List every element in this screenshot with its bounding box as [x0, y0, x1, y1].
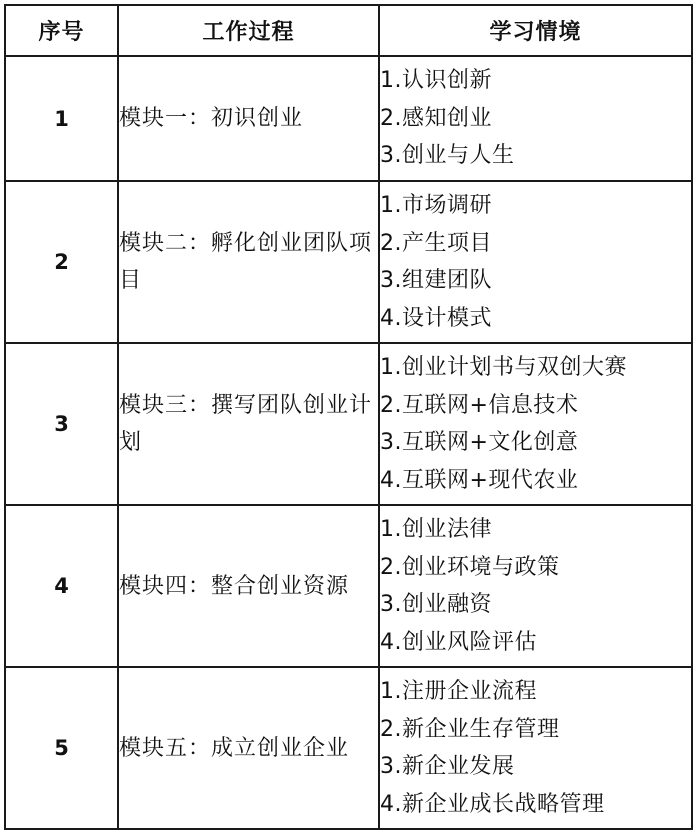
situation-item: 4.新企业成长战略管理: [380, 791, 605, 817]
situation-list: [380, 511, 691, 661]
situation-item: 4.互联网+现代农业: [380, 467, 579, 493]
table-header-row: [5, 5, 692, 56]
header-number: 序号: [5, 5, 118, 56]
work-process: 模块一：初识创业: [118, 56, 379, 181]
learning-situations: [379, 505, 692, 667]
situation-item: 2.感知创业: [380, 105, 492, 131]
row-number: 5: [5, 667, 118, 829]
work-process: 模块四：整合创业资源: [118, 505, 379, 667]
learning-situations: [379, 667, 692, 829]
row-number: 3: [5, 343, 118, 505]
situation-item: 4.创业风险评估: [380, 629, 537, 655]
situation-item: 3.新企业发展: [380, 754, 515, 779]
table-row: [5, 505, 692, 667]
situation-item: 2.互联网+信息技术: [380, 392, 579, 418]
learning-situations: [379, 343, 692, 505]
situation-item: 2.产生项目: [380, 230, 492, 256]
situation-item: 2.创业环境与政策: [380, 554, 560, 580]
situation-item: 1.认识创新: [380, 68, 492, 94]
work-process: 模块五：成立创业企业: [118, 667, 379, 829]
situation-item: 3.互联网+文化创意: [380, 430, 579, 455]
situation-list: [380, 673, 691, 823]
table-row: [5, 56, 692, 181]
situation-item: 1.注册企业流程: [380, 679, 537, 704]
situation-item: 1.创业法律: [380, 517, 492, 542]
table-row: [5, 667, 692, 829]
header-learning-situation: 学习情境: [379, 5, 692, 56]
work-process: 模块三：撰写团队创业计划: [118, 343, 379, 505]
situation-item: 3.创业融资: [380, 592, 492, 617]
header-work-process: 工作过程: [118, 5, 379, 56]
situation-list: [380, 187, 691, 337]
situation-item: 3.组建团队: [380, 268, 492, 293]
work-process: 模块二：孵化创业团队项目: [118, 181, 379, 343]
situation-item: 4.设计模式: [380, 305, 492, 331]
situation-list: [380, 349, 691, 499]
row-number: 1: [5, 56, 118, 181]
table-row: [5, 181, 692, 343]
row-number: 4: [5, 505, 118, 667]
situation-list: [380, 62, 691, 175]
situation-item: 1.市场调研: [380, 193, 492, 218]
learning-situations: [379, 56, 692, 181]
course-structure-table: [4, 4, 693, 830]
situation-item: 1.创业计划书与双创大赛: [380, 355, 627, 380]
table-row: [5, 343, 692, 505]
learning-situations: [379, 181, 692, 343]
row-number: 2: [5, 181, 118, 343]
situation-item: 3.创业与人生: [380, 143, 515, 169]
situation-item: 2.新企业生存管理: [380, 716, 560, 742]
